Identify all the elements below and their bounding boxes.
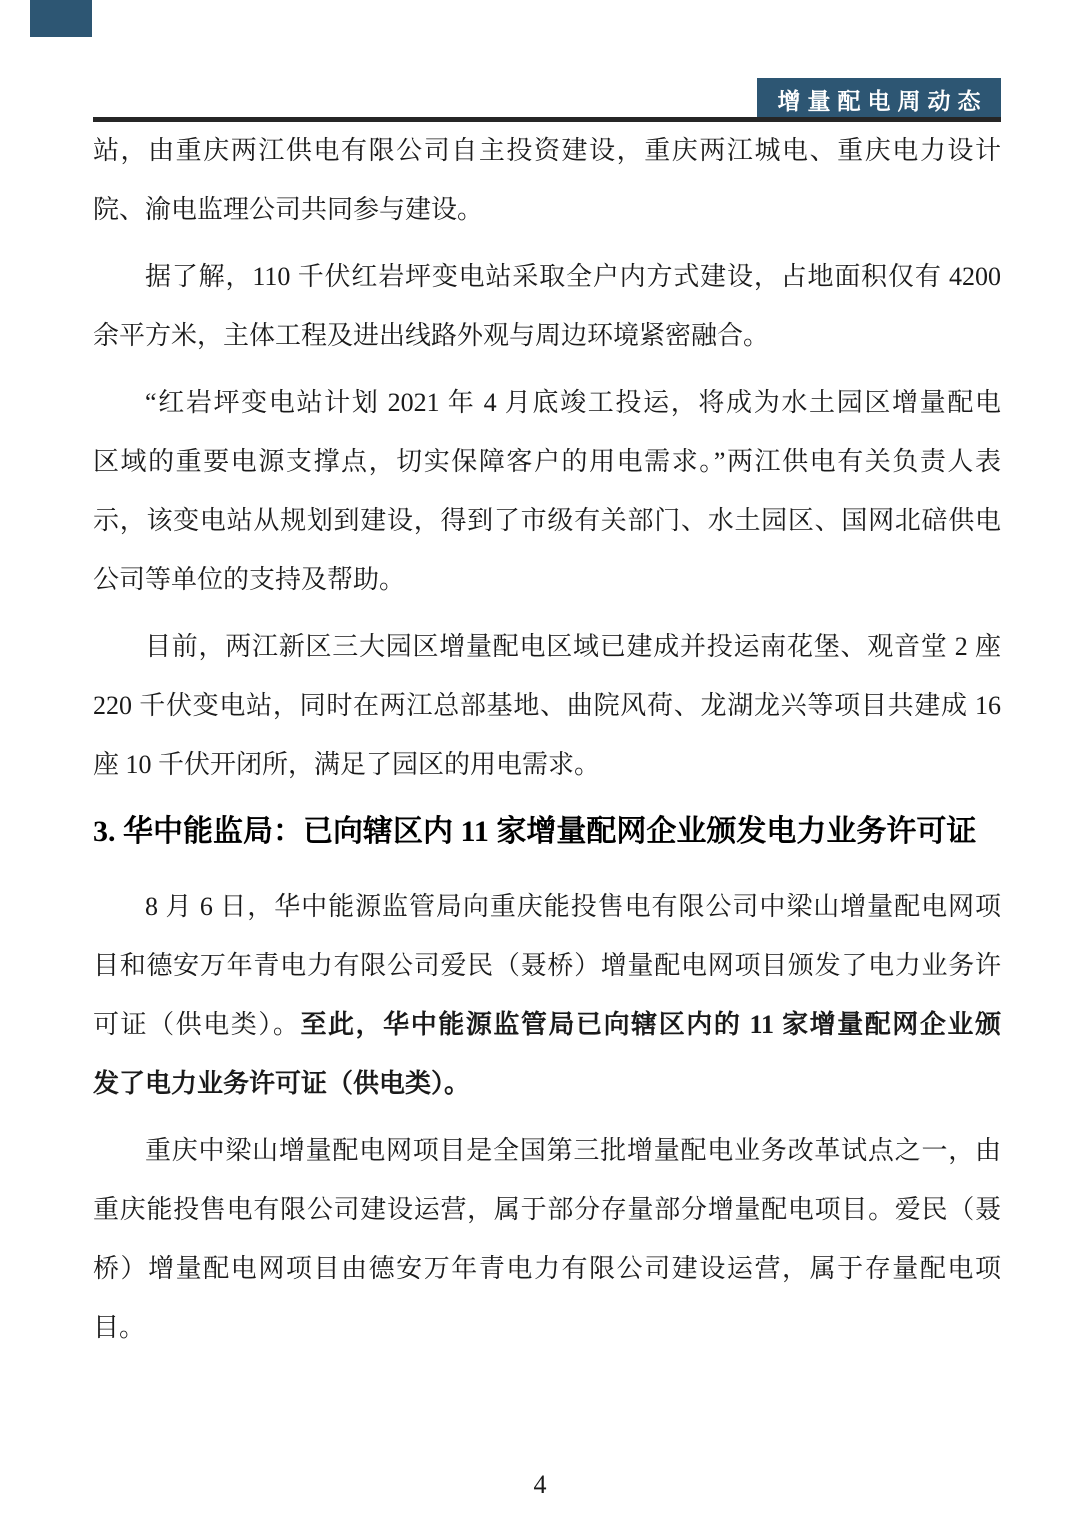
document-body [93, 121, 1001, 1365]
text-line [93, 676, 1001, 735]
paragraph [93, 247, 1001, 365]
text-segment: 站，由重庆两江供电有限公司自主投资建设，重庆两江城电、重庆电力设计 [93, 136, 1001, 165]
text-line [93, 995, 1001, 1054]
corner-accent-square [30, 0, 92, 37]
text-line [93, 936, 1001, 995]
bold-text-segment: 至此，华中能源监管局已向辖区内的 11 家增量配网企业颁 [300, 1010, 1001, 1039]
text-line [93, 877, 1001, 936]
text-segment: 示，该变电站从规划到建设，得到了市级有关部门、水土园区、国网北碚供电 [93, 506, 1001, 535]
text-line [93, 180, 1001, 239]
text-segment: 座 10 千伏开闭所，满足了园区的用电需求。 [93, 750, 601, 779]
text-segment: 院、渝电监理公司共同参与建设。 [93, 195, 484, 224]
text-line [93, 491, 1001, 550]
text-line [93, 432, 1001, 491]
page-number: 4 [533, 1470, 547, 1499]
text-line [93, 373, 1001, 432]
text-line [93, 1239, 1001, 1298]
text-segment: 据了解，110 千伏红岩坪变电站采取全户内方式建设，占地面积仅有 4200 [145, 262, 1001, 291]
text-segment: 区域的重要电源支撑点，切实保障客户的用电需求。”两江供电有关负责人表 [93, 447, 1001, 476]
paragraph [93, 121, 1001, 239]
text-line [93, 121, 1001, 180]
text-segment: 8 月 6 日，华中能源监管局向重庆能投售电有限公司中梁山增量配电网项 [145, 892, 1001, 921]
paragraph [93, 877, 1001, 1113]
text-segment: 目前，两江新区三大园区增量配电区域已建成并投运南花堡、观音堂 2 座 [145, 632, 1001, 661]
text-line [93, 247, 1001, 306]
header-badge [757, 78, 1001, 120]
text-line [93, 735, 1001, 794]
text-line [93, 1180, 1001, 1239]
text-segment: 余平方米，主体工程及进出线路外观与周边环境紧密融合。 [93, 321, 770, 350]
text-segment: 重庆中梁山增量配电网项目是全国第三批增量配电业务改革试点之一，由 [145, 1136, 1001, 1165]
text-segment: 桥）增量配电网项目由德安万年青电力有限公司建设运营，属于存量配电项 [93, 1254, 1001, 1283]
text-segment: “红岩坪变电站计划 2021 年 4 月底竣工投运，将成为水土园区增量配电 [145, 388, 1001, 417]
text-segment: 目和德安万年青电力有限公司爱民（聂桥）增量配电网项目颁发了电力业务许 [93, 951, 1001, 980]
text-line [93, 1054, 1001, 1113]
text-segment: 可证（供电类）。 [93, 1010, 301, 1039]
paragraph [93, 373, 1001, 609]
text-line [93, 617, 1001, 676]
paragraph [93, 617, 1001, 794]
section-heading: 3. 华中能监局：已向辖区内 11 家增量配网企业颁发电力业务许可证 [93, 815, 977, 848]
text-segment: 目。 [93, 1313, 146, 1342]
header-badge-label: 增量配电周动态 [777, 87, 988, 114]
text-line [93, 550, 1001, 609]
text-segment: 公司等单位的支持及帮助。 [93, 565, 406, 594]
text-line [93, 1121, 1001, 1180]
text-segment: 220 千伏变电站，同时在两江总部基地、曲院风荷、龙湖龙兴等项目共建成 16 [93, 691, 1001, 720]
text-segment: 重庆能投售电有限公司建设运营，属于部分存量部分增量配电项目。爱民（聂 [93, 1195, 1001, 1224]
paragraph [93, 1121, 1001, 1357]
text-line [93, 306, 1001, 365]
text-line [93, 1298, 1001, 1357]
bold-text-segment: 发了电力业务许可证（供电类）。 [93, 1069, 471, 1098]
